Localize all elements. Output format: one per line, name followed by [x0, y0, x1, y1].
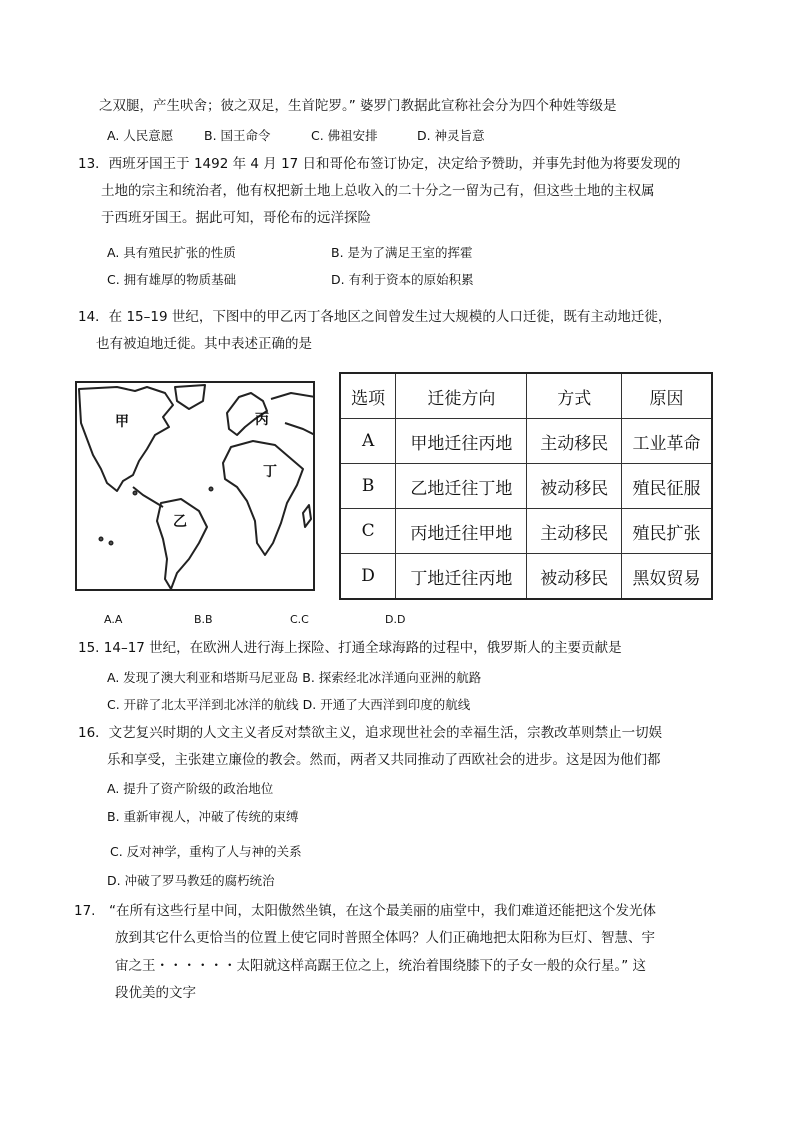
table-cell: 殖民扩张 [621, 509, 712, 554]
q14-option-c: C.C [290, 613, 309, 626]
q14-option-a: A.A [104, 613, 123, 626]
q13-option-c: C. 拥有雄厚的物质基础 [107, 272, 237, 287]
table-header: 选项 [340, 373, 396, 419]
table-header: 原因 [621, 373, 712, 419]
map-label-bing: 丙 [255, 412, 269, 428]
q16-option-c: C. 反对神学，重构了人与神的关系 [110, 844, 302, 859]
q15-options-cd: C. 开辟了北太平洋到北冰洋的航线 D. 开通了大西洋到印度的航线 [107, 697, 471, 712]
table-row [340, 464, 712, 509]
q16-option-d: D. 冲破了罗马教廷的腐朽统治 [107, 873, 275, 888]
map-label-yi: 乙 [173, 514, 187, 530]
q13-line-1: 13．西班牙国王于 1492 年 4 月 17 日和哥伦布签订协定，决定给予赞助，并事先封他为将要发现的 [78, 156, 681, 172]
table-cell: D [340, 554, 396, 600]
world-map [75, 381, 315, 591]
migration-table [339, 372, 713, 600]
q14-line-1: 14．在 15–19 世纪，下图中的甲乙丙丁各地区之间曾发生过大规模的人口迁徙，既有主动地迁徙， [78, 309, 672, 325]
q14-option-d: D.D [385, 613, 406, 626]
q15-text: 15. 14–17 世纪，在欧洲人进行海上探险、打通全球海路的过程中，俄罗斯人的主要贡献是 [78, 640, 622, 656]
table-cell: B [340, 464, 396, 509]
q17-line-3: 宙之王・・・・・・太阳就这样高踞王位之上，统治着围绕膝下的子女一般的众行星。” 这 [115, 958, 647, 974]
table-cell: 被动移民 [527, 554, 621, 600]
table-header: 迁徙方向 [396, 373, 527, 419]
q13-option-d: D. 有利于资本的原始积累 [331, 272, 474, 287]
q13-option-b: B. 是为了满足王室的挥霍 [331, 245, 473, 260]
table-cell: 乙地迁往丁地 [396, 464, 527, 509]
q17-line-1: 17. “在所有这些行星中间，太阳傲然坐镇，在这个最美丽的庙堂中，我们难道还能把这个发光体 [74, 903, 656, 919]
q12-option-c: C. 佛祖安排 [311, 128, 378, 143]
table-cell: 工业革命 [621, 419, 712, 464]
table-cell: 主动移民 [527, 509, 621, 554]
q12-option-a: A. 人民意愿 [107, 128, 174, 143]
table-cell: 丙地迁往甲地 [396, 509, 527, 554]
q16-option-b: B. 重新审视人，冲破了传统的束缚 [107, 809, 299, 824]
table-row [340, 419, 712, 464]
table-cell: 黑奴贸易 [621, 554, 712, 600]
q13-line-3: 于西班牙国王。据此可知，哥伦布的远洋探险 [101, 210, 371, 226]
table-cell: C [340, 509, 396, 554]
table-header-row [340, 373, 712, 419]
table-cell: 甲地迁往丙地 [396, 419, 527, 464]
map-label-ding: 丁 [263, 464, 277, 480]
q15-options-ab: A. 发现了澳大利亚和塔斯马尼亚岛 B. 探索经北冰洋通向亚洲的航路 [107, 670, 482, 685]
q13-option-a: A. 具有殖民扩张的性质 [107, 245, 236, 260]
q14-option-b: B.B [194, 613, 213, 626]
table-row [340, 554, 712, 600]
q12-text: 之双腿，产生吠舍；彼之双足，生首陀罗。” 婆罗门教据此宣称社会分为四个种姓等级是 [99, 98, 617, 114]
table-row [340, 509, 712, 554]
table-cell: 主动移民 [527, 419, 621, 464]
q12-option-b: B. 国王命令 [204, 128, 271, 143]
table-cell: 丁地迁往丙地 [396, 554, 527, 600]
q12-option-d: D. 神灵旨意 [417, 128, 485, 143]
q17-line-2: 放到其它什么更恰当的位置上使它同时普照全体吗？人们正确地把太阳称为巨灯、智慧、宇 [115, 930, 655, 946]
q14-line-2: 也有被迫地迁徙。其中表述正确的是 [96, 336, 312, 352]
table-cell: 殖民征服 [621, 464, 712, 509]
q16-line-1: 16．文艺复兴时期的人文主义者反对禁欲主义，追求现世社会的幸福生活，宗教改革则禁止一切娱 [78, 725, 663, 741]
map-outline [77, 383, 315, 591]
q17-line-4: 段优美的文字 [115, 985, 196, 1001]
q16-line-2: 乐和享受，主张建立廉俭的教会。然而，两者又共同推动了西欧社会的进步。这是因为他们都 [107, 752, 661, 768]
map-label-jia: 甲 [115, 414, 129, 430]
q13-line-2: 土地的宗主和统治者，他有权把新土地上总收入的二十分之一留为己有，但这些土地的主权属 [101, 183, 655, 199]
q16-option-a: A. 提升了资产阶级的政治地位 [107, 781, 274, 796]
table-cell: 被动移民 [527, 464, 621, 509]
table-header: 方式 [527, 373, 621, 419]
table-cell: A [340, 419, 396, 464]
